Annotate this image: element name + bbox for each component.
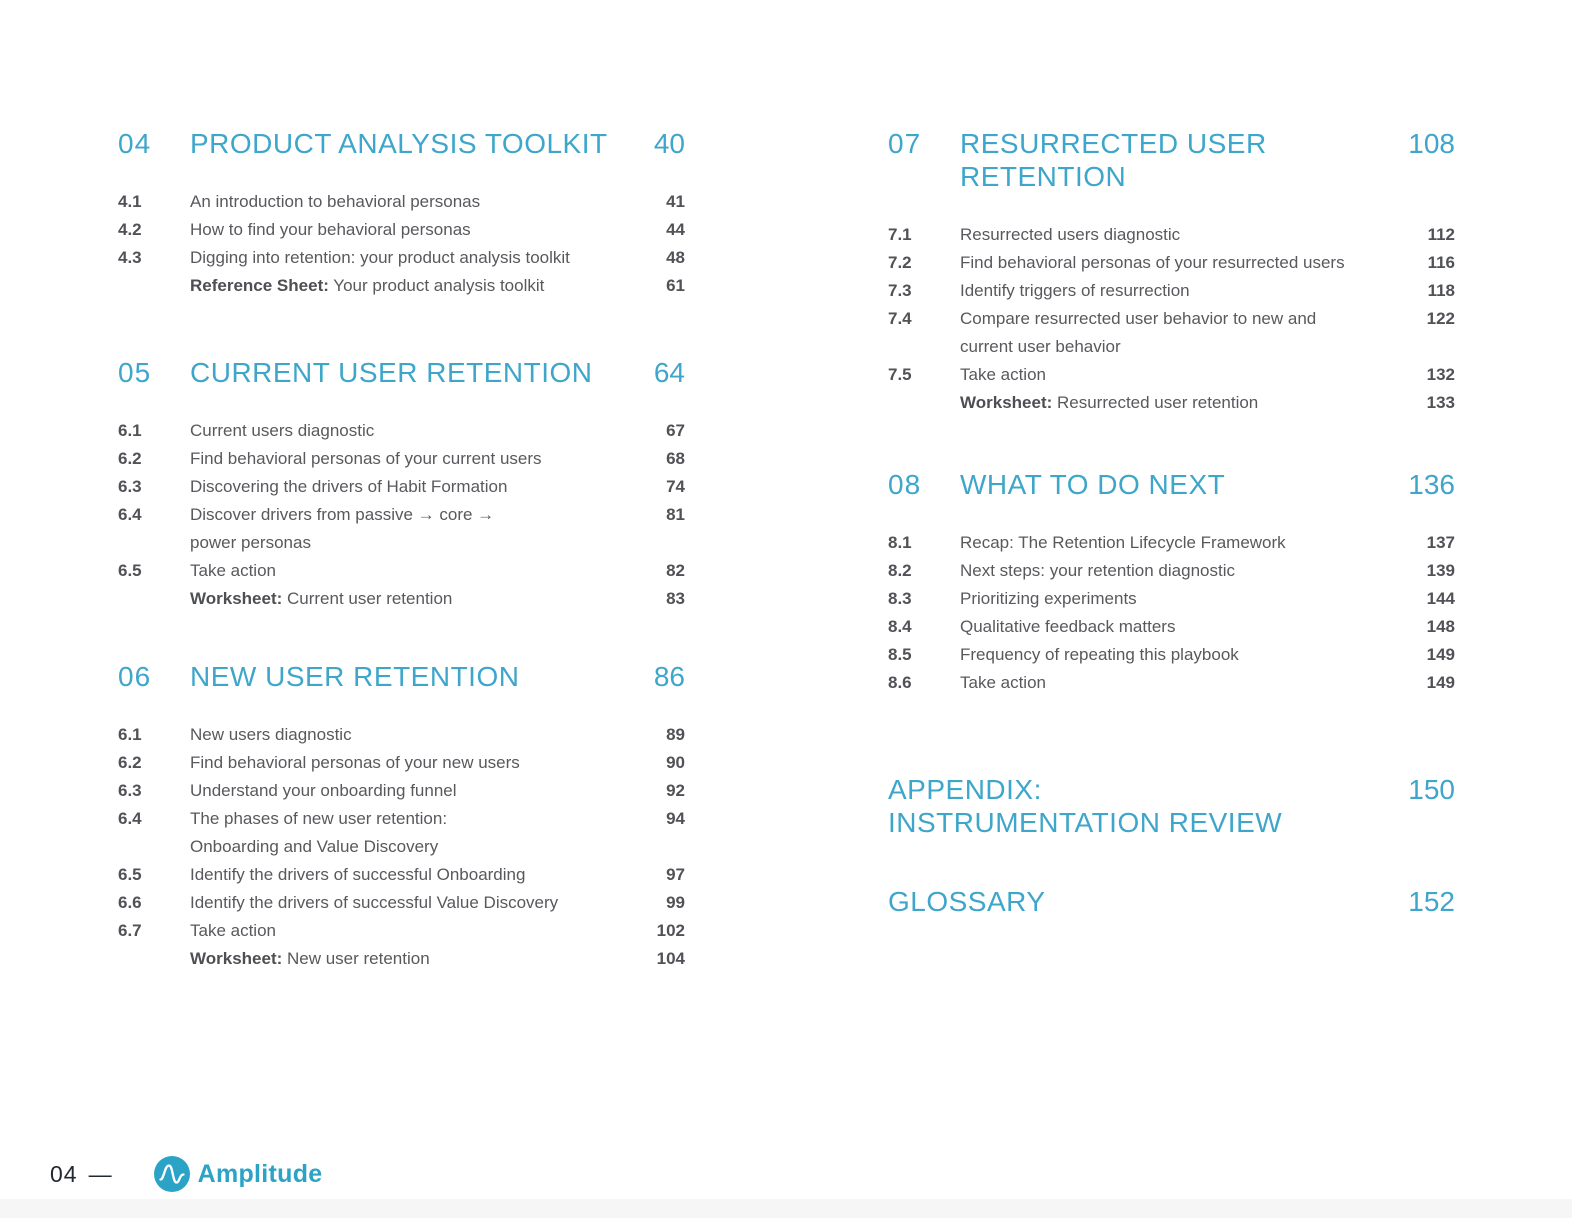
toc-section [118, 127, 685, 300]
toc-entry-page: 94 [666, 809, 685, 828]
toc-entry-number: 6.2 [118, 449, 142, 468]
section-title-line: RESURRECTED USER [960, 128, 1267, 159]
toc-entry-title-line: current user behavior [960, 337, 1121, 356]
toc-entry-title [190, 805, 641, 861]
toc-entry-title-line: Identify triggers of resurrection [960, 281, 1190, 300]
toc-entry-page: 112 [1427, 225, 1455, 244]
section-page-number: 136 [1408, 469, 1455, 500]
toc-entry-number: 6.4 [118, 505, 142, 524]
toc-entry-title-line: Current users diagnostic [190, 421, 375, 440]
toc-entry-title-line: Take action [960, 365, 1046, 384]
toc-entry-page: 99 [666, 893, 685, 912]
section-title [190, 356, 635, 389]
section-title [190, 660, 635, 693]
toc-entry[interactable] [888, 361, 1455, 389]
toc-entry-page: 90 [666, 753, 685, 772]
toc-entry-title-line: Take action [190, 921, 276, 940]
toc-entry[interactable] [118, 917, 685, 945]
toc-section-header[interactable] [118, 356, 685, 389]
toc-entry[interactable] [118, 777, 685, 805]
toc-entry-prefix: Worksheet: [190, 589, 283, 608]
toc-entry-page: 104 [656, 949, 685, 968]
toc-entry-title-line: Next steps: your retention diagnostic [960, 561, 1235, 580]
toc-entry-title [190, 721, 641, 749]
section-title-line: PRODUCT ANALYSIS TOOLKIT [190, 128, 608, 159]
toc-entry-page: 82 [666, 561, 685, 580]
toc-entry-title [190, 501, 641, 557]
section-title [888, 885, 1405, 918]
toc-entry-list [118, 188, 685, 300]
toc-entry-title [960, 557, 1411, 585]
toc-entry-prefix: Worksheet: [190, 949, 283, 968]
toc-entry-title-line: Prioritizing experiments [960, 589, 1137, 608]
toc-entry-page: 74 [666, 477, 685, 496]
toc-entry-number: 6.5 [118, 561, 142, 580]
toc-section-header[interactable] [888, 127, 1455, 193]
toc-entry-title-line: power personas [190, 533, 311, 552]
toc-entry[interactable] [888, 641, 1455, 669]
amplitude-logo [154, 1156, 323, 1192]
toc-entry-title [960, 613, 1411, 641]
toc-section [118, 356, 685, 613]
toc-entry-number: 8.4 [888, 617, 912, 636]
toc-section-header[interactable] [118, 127, 685, 160]
toc-entry-title-line: Discovering the drivers of Habit Formation [190, 477, 508, 496]
section-page-number: 64 [653, 357, 685, 388]
toc-column-right [888, 0, 1455, 1218]
toc-entry[interactable] [888, 249, 1455, 277]
toc-entry-page: 148 [1426, 617, 1455, 636]
toc-entry-title-line: Frequency of repeating this playbook [960, 645, 1239, 664]
toc-column-left [118, 0, 685, 1218]
toc-entry-title-line: Identify the drivers of successful Value Discovery [190, 893, 559, 912]
amplitude-wordmark: Amplitude [197, 1159, 323, 1188]
toc-entry-title-line: Qualitative feedback matters [960, 617, 1176, 636]
section-title-line: CURRENT USER RETENTION [190, 357, 593, 388]
toc-entry-page: 41 [666, 192, 685, 211]
toc-entry-title-line: Recap: The Retention Lifecycle Framework [960, 533, 1286, 552]
toc-entry-title-line: Worksheet: Current user retention [190, 589, 453, 608]
toc-section-header[interactable] [888, 885, 1455, 918]
section-title-line: GLOSSARY [888, 886, 1046, 917]
toc-section [888, 773, 1455, 867]
section-number: 07 [888, 128, 922, 159]
toc-entry-page: 68 [666, 449, 685, 468]
toc-entry-number: 7.4 [888, 309, 912, 328]
toc-entry-title [190, 889, 641, 917]
section-page-number: 86 [653, 661, 685, 692]
section-page-number: 40 [653, 128, 685, 159]
toc-entry-title-line: Identify the drivers of successful Onboarding [190, 865, 526, 884]
toc-entry-title-line: Worksheet: New user retention [190, 949, 430, 968]
section-number: 05 [118, 357, 152, 388]
toc-entry-title [190, 585, 641, 613]
toc-entry-list [888, 221, 1455, 417]
toc-entry-page: 97 [666, 865, 685, 884]
toc-entry[interactable] [118, 889, 685, 917]
toc-entry[interactable] [118, 945, 685, 973]
toc-entry[interactable] [118, 272, 685, 300]
toc-entry-title [190, 749, 641, 777]
toc-entry[interactable] [888, 557, 1455, 585]
section-title [888, 773, 1405, 839]
bottom-strip [0, 1199, 1572, 1218]
toc-entry[interactable] [888, 585, 1455, 613]
toc-entry-list [888, 529, 1455, 697]
toc-entry-title-line: Reference Sheet: Your product analysis toolkit [190, 276, 545, 295]
toc-entry-title-line: How to find your behavioral personas [190, 220, 471, 239]
section-number: 08 [888, 469, 922, 500]
toc-entry-title [960, 669, 1411, 697]
toc-entry[interactable] [118, 585, 685, 613]
toc-entry-title [190, 216, 641, 244]
toc-entry-page: 92 [666, 781, 685, 800]
toc-entry[interactable] [888, 277, 1455, 305]
toc-entry-page: 61 [666, 276, 685, 295]
toc-entry-number: 6.5 [118, 865, 142, 884]
toc-entry-page: 144 [1426, 589, 1455, 608]
toc-section [888, 885, 1455, 946]
section-title [190, 127, 635, 160]
toc-entry-title [190, 188, 641, 216]
toc-entry[interactable] [888, 221, 1455, 249]
section-title [960, 127, 1405, 193]
toc-entry-number: 6.6 [118, 893, 142, 912]
toc-entry-number: 6.4 [118, 809, 142, 828]
section-title-line: NEW USER RETENTION [190, 661, 520, 692]
toc-entry[interactable] [118, 216, 685, 244]
toc-entry-number: 4.1 [118, 192, 142, 211]
section-title-line: APPENDIX: [888, 774, 1042, 805]
toc-entry-number: 8.3 [888, 589, 912, 608]
section-page-number: 108 [1408, 128, 1455, 159]
toc-entry-page: 116 [1427, 253, 1455, 272]
toc-entry-page: 81 [666, 505, 685, 524]
toc-entry[interactable] [118, 473, 685, 501]
toc-entry-title-line: Resurrected users diagnostic [960, 225, 1181, 244]
toc-entry-number: 4.2 [118, 220, 142, 239]
toc-entry-title-line: The phases of new user retention: [190, 809, 448, 828]
toc-entry[interactable] [118, 244, 685, 272]
toc-entry-title [190, 861, 641, 889]
toc-entry-title-line: Discover drivers from passive → core → [190, 505, 495, 524]
section-title-line: RETENTION [960, 161, 1127, 192]
toc-entry-page: 67 [666, 421, 685, 440]
toc-entry-number: 8.2 [888, 561, 912, 580]
toc-entry-list [118, 417, 685, 613]
section-page-number: 150 [1408, 774, 1455, 805]
toc-entry-title-line: Understand your onboarding funnel [190, 781, 457, 800]
toc-entry-number: 6.1 [118, 725, 142, 744]
toc-entry-number: 6.7 [118, 921, 142, 940]
toc-entry-title [960, 529, 1411, 557]
toc-entry[interactable] [118, 501, 685, 557]
toc-entry-page: 149 [1426, 645, 1455, 664]
toc-entry-title [190, 777, 641, 805]
toc-entry-page: 102 [656, 921, 685, 940]
toc-entry-prefix: Reference Sheet: [190, 276, 329, 295]
toc-entry-number: 8.6 [888, 673, 912, 692]
toc-entry-title-line: New users diagnostic [190, 725, 352, 744]
toc-entry-title [190, 557, 641, 585]
toc-entry-prefix: Worksheet: [960, 393, 1053, 412]
toc-entry[interactable] [888, 389, 1455, 417]
toc-entry-title [960, 249, 1411, 277]
toc-entry-number: 7.3 [888, 281, 912, 300]
toc-section [118, 660, 685, 973]
toc-entry-title [960, 585, 1411, 613]
toc-entry-title [960, 221, 1411, 249]
toc-entry[interactable] [118, 861, 685, 889]
toc-entry-title [190, 417, 641, 445]
toc-entry-title [190, 272, 641, 300]
toc-entry-title-line: Take action [960, 673, 1046, 692]
toc-entry[interactable] [118, 721, 685, 749]
toc-entry-title-line: Find behavioral personas of your current users [190, 449, 542, 468]
footer-dash: — [88, 1160, 112, 1187]
toc-entry-title [190, 917, 641, 945]
toc-entry[interactable] [118, 805, 685, 861]
section-number: 06 [118, 661, 152, 692]
toc-entry-title-line: Worksheet: Resurrected user retention [960, 393, 1259, 412]
toc-entry-number: 7.5 [888, 365, 912, 384]
toc-entry[interactable] [118, 749, 685, 777]
section-title-line: WHAT TO DO NEXT [960, 469, 1226, 500]
toc-entry-number: 4.3 [118, 248, 142, 267]
toc-entry-title [960, 641, 1411, 669]
toc-entry-title-line: Onboarding and Value Discovery [190, 837, 439, 856]
toc-entry-page: 89 [666, 725, 685, 744]
toc-entry-page: 118 [1427, 281, 1455, 300]
footer-page-number: 04 [50, 1160, 78, 1187]
toc-entry-list [118, 721, 685, 973]
toc-entry-title [960, 305, 1411, 361]
toc-section-header[interactable] [888, 468, 1455, 501]
section-page-number: 152 [1408, 886, 1455, 917]
amplitude-logo-icon [154, 1156, 190, 1192]
section-title [960, 468, 1405, 501]
toc-entry[interactable] [118, 557, 685, 585]
toc-entry-page: 137 [1426, 533, 1455, 552]
toc-entry[interactable] [118, 445, 685, 473]
toc-entry-number: 6.3 [118, 477, 142, 496]
toc-entry-title [960, 389, 1411, 417]
toc-entry-title [960, 277, 1411, 305]
toc-entry-title-line: Take action [190, 561, 276, 580]
toc-section-header[interactable] [888, 773, 1455, 839]
toc-entry[interactable] [888, 613, 1455, 641]
toc-entry-number: 6.2 [118, 753, 142, 772]
toc-entry-page: 48 [666, 248, 685, 267]
toc-entry-title [190, 244, 641, 272]
toc-entry-title [190, 945, 641, 973]
toc-entry-page: 133 [1426, 393, 1455, 412]
toc-entry-title-line: Find behavioral personas of your resurrected users [960, 253, 1345, 272]
page-footer [50, 1155, 323, 1193]
toc-entry-page: 122 [1426, 309, 1455, 328]
toc-entry-number: 6.1 [118, 421, 142, 440]
toc-entry-number: 8.1 [888, 533, 912, 552]
toc-entry-page: 132 [1426, 365, 1455, 384]
toc-entry-title [960, 361, 1411, 389]
toc-entry[interactable] [118, 188, 685, 216]
toc-entry-title [190, 473, 641, 501]
toc-entry-title-line: Compare resurrected user behavior to new and [960, 309, 1317, 328]
toc-entry-number: 7.2 [888, 253, 912, 272]
toc-entry[interactable] [888, 529, 1455, 557]
toc-entry-page: 149 [1426, 673, 1455, 692]
toc-entry[interactable] [888, 305, 1455, 361]
toc-entry[interactable] [888, 669, 1455, 697]
toc-section [888, 468, 1455, 697]
toc-entry-number: 7.1 [888, 225, 912, 244]
toc-section [888, 127, 1455, 417]
toc-entry-page: 139 [1426, 561, 1455, 580]
toc-section-header[interactable] [118, 660, 685, 693]
toc-entry-title-line: Find behavioral personas of your new users [190, 753, 520, 772]
toc-entry-title [190, 445, 641, 473]
toc-entry-number: 8.5 [888, 645, 912, 664]
toc-entry-page: 44 [666, 220, 685, 239]
toc-entry-page: 83 [666, 589, 685, 608]
toc-entry-title-line: Digging into retention: your product analysis toolkit [190, 248, 570, 267]
section-title-line: INSTRUMENTATION REVIEW [888, 807, 1283, 838]
section-number: 04 [118, 128, 152, 159]
toc-entry-number: 6.3 [118, 781, 142, 800]
toc-entry[interactable] [118, 417, 685, 445]
toc-entry-title-line: An introduction to behavioral personas [190, 192, 481, 211]
